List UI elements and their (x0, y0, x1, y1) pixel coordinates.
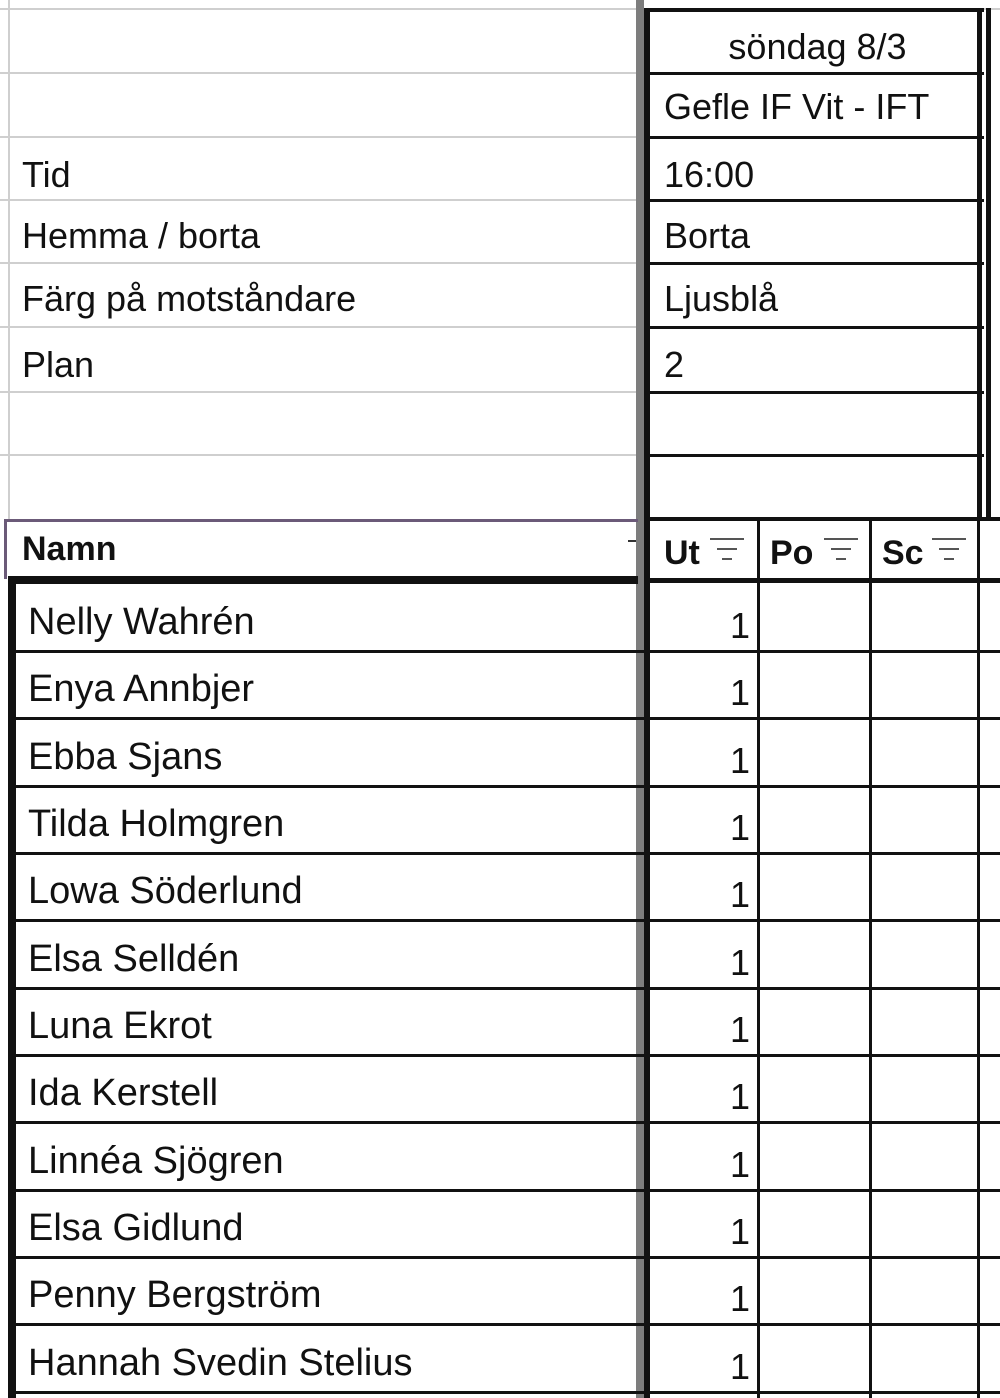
info-value[interactable]: 16:00 (664, 154, 755, 195)
player-count[interactable]: 1 (729, 1278, 750, 1319)
player-name[interactable]: Elsa Selldén (28, 938, 240, 980)
filter-icon[interactable] (932, 538, 966, 562)
player-count[interactable]: 1 (729, 1211, 750, 1252)
column-header-namn[interactable]: Namn (22, 530, 117, 568)
info-value[interactable]: Ljusblå (664, 278, 779, 319)
info-label: Plan (22, 344, 95, 385)
player-name[interactable]: Enya Annbjer (28, 668, 255, 710)
player-count[interactable]: 1 (729, 807, 750, 848)
player-count[interactable]: 1 (729, 942, 750, 983)
filter-icon[interactable] (710, 538, 744, 562)
match-teams[interactable]: Gefle IF Vit - IFT (664, 86, 930, 127)
info-label: Tid (22, 154, 71, 195)
player-count[interactable]: 1 (729, 1346, 750, 1387)
player-count[interactable]: 1 (729, 1009, 750, 1050)
player-name[interactable]: Ebba Sjans (28, 736, 223, 778)
column-header-label: Ut (664, 534, 700, 572)
info-label: Hemma / borta (22, 215, 261, 256)
player-name[interactable]: Nelly Wahrén (28, 601, 255, 643)
info-value[interactable]: 2 (664, 344, 685, 385)
player-count[interactable]: 1 (729, 1076, 750, 1117)
player-name[interactable]: Ida Kerstell (28, 1072, 219, 1114)
column-header-po[interactable] (760, 524, 869, 576)
player-name[interactable]: Penny Bergström (28, 1274, 322, 1316)
filter-icon[interactable] (824, 538, 858, 562)
column-header-label: Po (770, 534, 814, 572)
player-count[interactable]: 1 (729, 740, 750, 781)
player-name[interactable]: Hannah Svedin Stelius (28, 1342, 413, 1384)
player-name[interactable]: Luna Ekrot (28, 1005, 212, 1047)
player-name[interactable]: Elsa Gidlund (28, 1207, 244, 1249)
column-header-ut[interactable] (650, 524, 757, 576)
column-header-label: Sc (882, 534, 924, 572)
info-value[interactable]: Borta (664, 215, 751, 256)
player-name[interactable]: Tilda Holmgren (28, 803, 285, 845)
player-count[interactable]: 1 (729, 1144, 750, 1185)
player-name[interactable]: Lowa Söderlund (28, 870, 303, 912)
player-name[interactable]: Linnéa Sjögren (28, 1140, 284, 1182)
match-date[interactable]: söndag 8/3 (728, 26, 907, 67)
info-label: Färg på motståndare (22, 278, 357, 319)
player-count[interactable]: 1 (729, 672, 750, 713)
column-header-sc[interactable] (872, 524, 977, 576)
player-count[interactable]: 1 (729, 605, 750, 646)
namn-filter-marker (628, 540, 636, 542)
player-count[interactable]: 1 (729, 874, 750, 915)
